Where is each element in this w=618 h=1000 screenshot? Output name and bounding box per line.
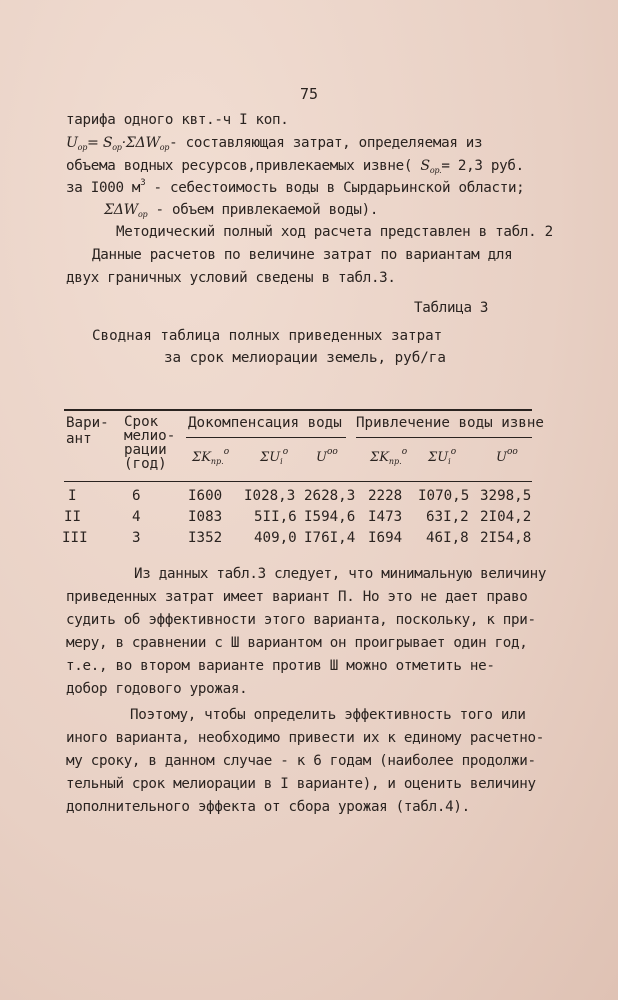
cell-u2: 63I,2	[426, 509, 469, 525]
header-compensation: Докомпенсация воды	[188, 415, 342, 431]
subheader-u: $U^{oo}$	[316, 447, 338, 465]
page-number: 75	[300, 85, 319, 103]
paragraph-line: тельный срок мелиорации в I варианте), и оценить величину	[66, 776, 536, 792]
cell-U1: I76I,4	[304, 530, 356, 546]
group-rule	[186, 437, 346, 438]
paragraph-line: судить об эффективности этого варианта, поскольку, к при-	[66, 612, 536, 628]
paragraph-line: Поэтому, чтобы определить эффективность того или	[130, 707, 526, 723]
cell-u2: I070,5	[418, 488, 470, 504]
formula-line: $U_{оp}= S_{оp}\cdot\Sigma\Delta W_{оp}-$ составляющая затрат, определяемая из	[66, 135, 483, 152]
paragraph-line: иного варианта, необходимо привести их к единому расчетно-	[66, 730, 545, 746]
cell-variant: III	[62, 530, 88, 546]
formula-sum-delta-w-inline: $\Sigma\Delta W_{оp}$	[104, 202, 148, 219]
cell-U1: 2628,3	[304, 488, 356, 504]
formula-s-op-inline: $S_{оp.}$	[420, 158, 442, 175]
cell-term: 4	[132, 509, 141, 525]
subheader-sum-k: $\Sigma K_{пр.}^o$	[192, 447, 230, 466]
subheader-sum-u: $\Sigma U_i^o$	[428, 447, 457, 466]
paragraph-line: му сроку, в данном случае - к 6 годам (наиболее продолжи-	[66, 753, 536, 769]
text-line: за I000 $м^3$ - себестоимость воды в Сырдарьинской области;	[66, 178, 525, 196]
text-line: двух граничных условий сведены в табл.3.	[66, 270, 396, 286]
table-caption: Сводная таблица полных приведенных затрат	[92, 328, 443, 344]
table-caption: за срок мелиорации земель, руб/га	[164, 350, 446, 366]
paragraph-line: приведенных затрат имеет вариант П. Но это не дает право	[66, 589, 528, 605]
table-top-rule	[64, 409, 532, 411]
cell-k1: I352	[188, 530, 223, 546]
paragraph-line: дополнительного эффекта от сбора урожая (табл.4).	[66, 799, 470, 815]
subheader-sum-u: $\Sigma U_i^o$	[260, 447, 289, 466]
cell-u1: 409,0	[254, 530, 297, 546]
text-line: объема водных ресурсов,привлекаемых извне( $S_{оp.}= 2,3$ руб.	[66, 158, 524, 175]
cell-variant: II	[64, 509, 82, 525]
group-rule	[356, 437, 532, 438]
formula-sum-delta-w: $\cdot\Sigma\Delta W_{оp}$	[121, 135, 170, 152]
paragraph-line: добор годового урожая.	[66, 681, 248, 697]
cell-k2: I473	[368, 509, 403, 525]
text-line: Данные расчетов по величине затрат по вариантам для	[92, 247, 513, 263]
header-variant: Вари- ант	[66, 415, 109, 447]
table-header-rule	[64, 481, 532, 482]
subheader-sum-k: $\Sigma K_{пр.}^o$	[370, 447, 408, 466]
cell-term: 6	[132, 488, 141, 504]
text-line: Методический полный ход расчета представлен в табл. 2	[116, 224, 553, 240]
cell-k2: 2228	[368, 488, 403, 504]
cell-variant: I	[68, 488, 77, 504]
subheader-u: $U^{oo}$	[496, 447, 518, 465]
cell-u1: 5II,6	[254, 509, 297, 525]
cell-U1: I594,6	[304, 509, 356, 525]
paragraph-line: Из данных табл.3 следует, что минимальную величину	[134, 566, 547, 582]
cell-k1: I600	[188, 488, 223, 504]
cell-k1: I083	[188, 509, 223, 525]
paragraph-line: т.е., во втором варианте против Ш можно отметить не-	[66, 658, 495, 674]
cell-U2: 2I04,2	[480, 509, 532, 525]
table-label: Таблица 3	[414, 300, 489, 316]
cell-u2: 46I,8	[426, 530, 469, 546]
paragraph-line: меру, в сравнении с Ш вариантом он проигрывает один год,	[66, 635, 528, 651]
header-attraction: Привлечение воды извне	[356, 415, 544, 431]
cell-U2: 3298,5	[480, 488, 532, 504]
cell-term: 3	[132, 530, 141, 546]
cell-u1: I028,3	[244, 488, 296, 504]
formula-u-op: $U_{оp}$	[66, 135, 88, 152]
cell-k2: I694	[368, 530, 403, 546]
cell-U2: 2I54,8	[480, 530, 532, 546]
text-line: $\Sigma\Delta W_{оp}$ - объем привлекаемой воды).	[104, 202, 379, 219]
header-term: Срок мелио- рации (год)	[124, 414, 176, 472]
formula-s-op: $S_{оp}$	[102, 135, 122, 152]
text-line: тарифа одного квт.-ч I коп.	[66, 112, 289, 128]
